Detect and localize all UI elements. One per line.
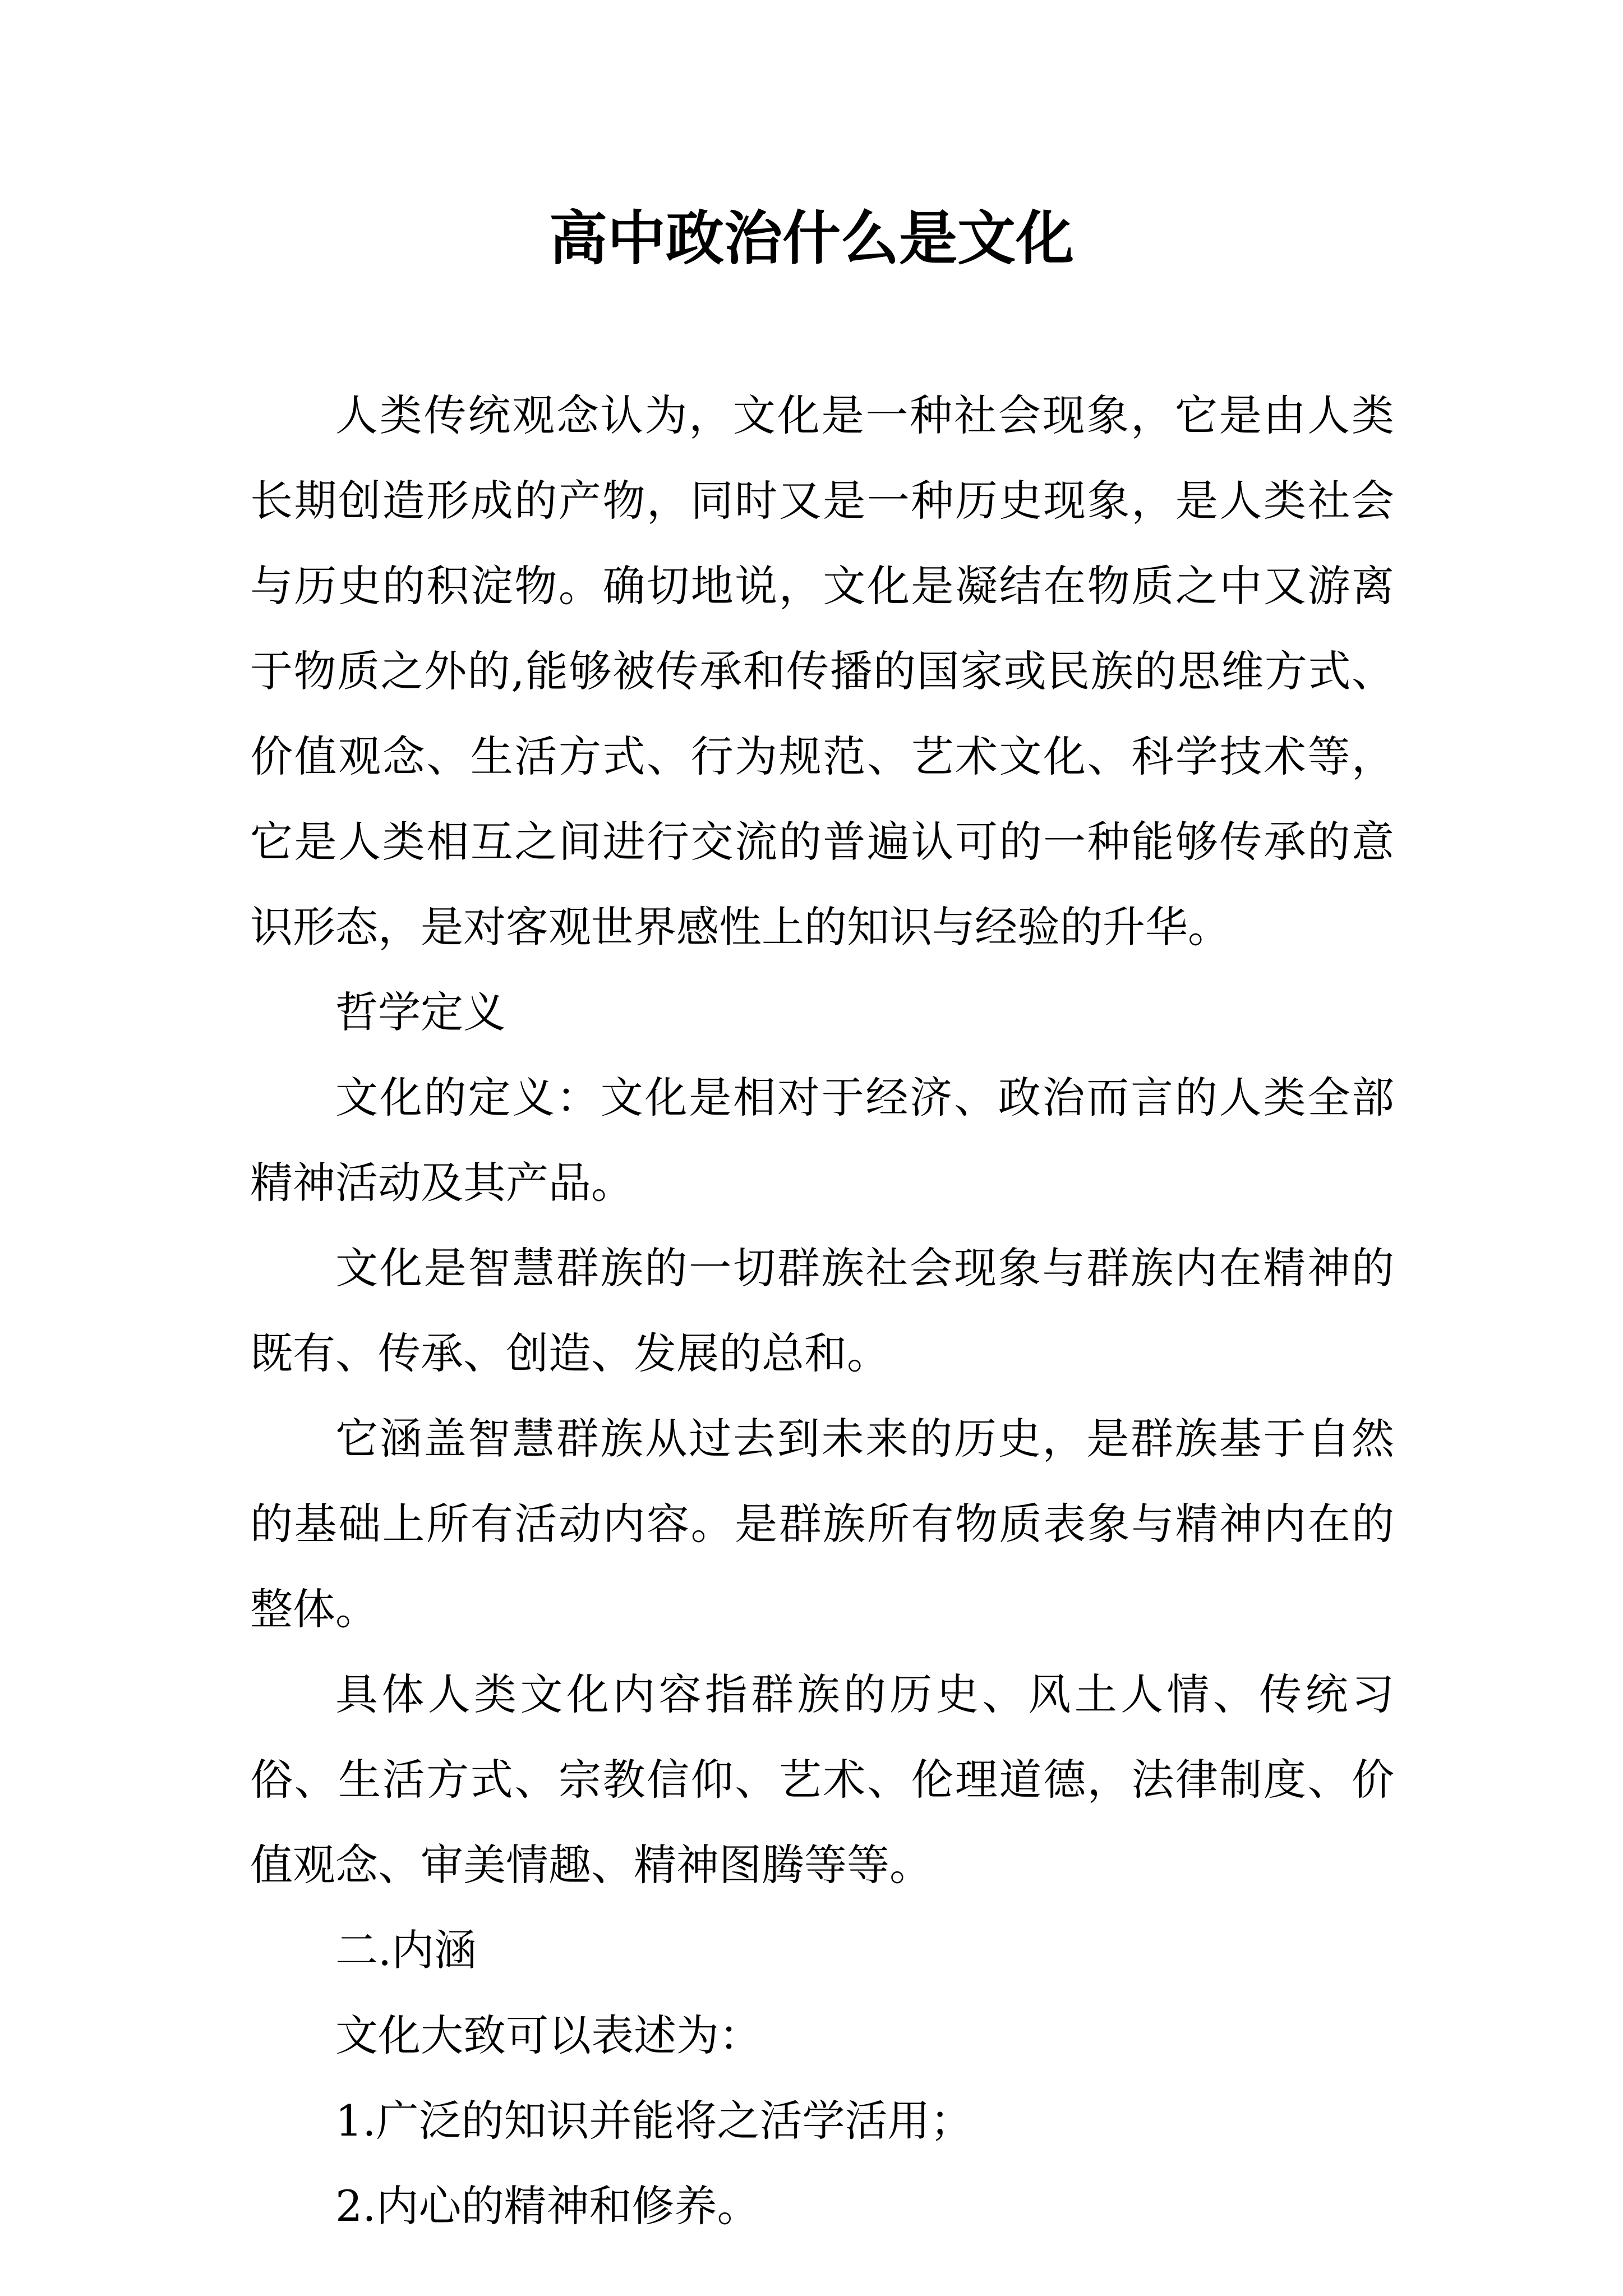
- document-body: [250, 373, 1394, 2249]
- section-heading-connotation: 二.内涵: [335, 1925, 477, 1975]
- paragraph: 它涵盖智慧群族从过去到未来的历史，是群族基于自然的基础上所有活动内容。是群族所有物质表象与精神内在的整体。: [250, 1414, 1394, 1634]
- paragraph: 文化的定义：文化是相对于经济、政治而言的人类全部精神活动及其产品。: [250, 1073, 1394, 1208]
- paragraph: 人类传统观念认为，文化是一种社会现象，它是由人类长期创造形成的产物，同时又是一种历史现象，是人类社会与历史的积淀物。确切地说，文化是凝结在物质之中又游离于物质之外的,能够被传承和传播的国家或民族的思维方式、价值观念、生活方式、行为规范、艺术文化、科学技术等，它是人类相互之间进行交流的普遍认可的一种能够传承的意识形态，是对客观世界感性上的知识与经验的升华。: [250, 390, 1394, 952]
- list-item: 2.内心的精神和修养。: [335, 2181, 760, 2231]
- section-heading-philosophy: 哲学定义: [335, 987, 506, 1037]
- list-item: 1.广泛的知识并能将之活学活用；: [335, 2096, 973, 2146]
- paragraph: 具体人类文化内容指群族的历史、风土人情、传统习俗、生活方式、宗教信仰、艺术、伦理道德，法律制度、价值观念、审美情趣、精神图腾等等。: [250, 1669, 1394, 1890]
- paragraph: 文化大致可以表述为：: [335, 2010, 762, 2060]
- paragraph: 文化是智慧群族的一切群族社会现象与群族内在精神的既有、传承、创造、发展的总和。: [250, 1243, 1394, 1378]
- document-title: 高中政治什么是文化: [548, 204, 1074, 273]
